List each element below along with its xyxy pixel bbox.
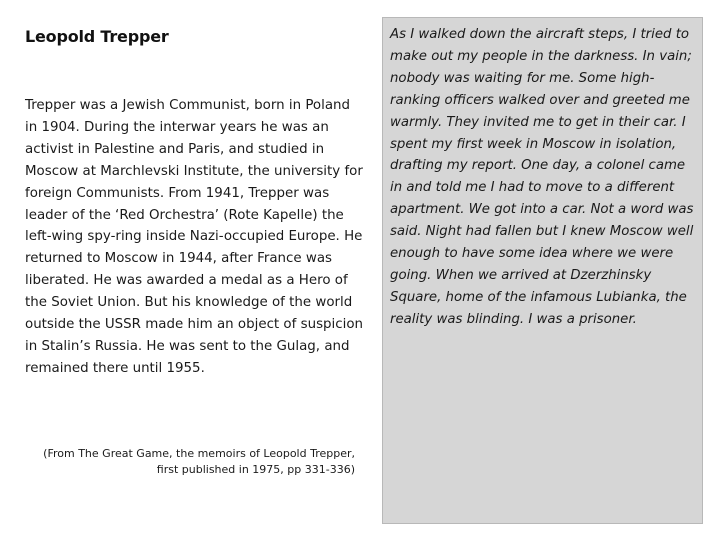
source-citation: (From The Great Game, the memoirs of Leopold Trepper, first published in 1975, pp 331-336): [43, 447, 355, 476]
biography-text: Trepper was a Jewish Communist, born in Poland in 1904. During the interwar years he was an activist in Palestine and Paris, and studied in Moscow at Marchlevski Institute, the university for foreign Communists. From 1941, Trepper was leader of the ‘Red Orchestra’ (Rote Kapelle) the left-wing spy-ring inside Nazi-occupied Europe. He returned to Moscow in 1944, after France was liberated. He was awarded a medal as a Hero of the Soviet Union. But his knowledge of the world outside the USSR made him an object of suspicion in Stalin’s Russia. He was sent to the Gulag, and remained there until 1955.: [25, 98, 364, 376]
quote-text: As I walked down the aircraft steps, I tried to make out my people in the darkness. In vain; nobody was waiting for me. Some high-ranking officers walked over and greeted me warmly. They invited me to get in their car. I spent my first week in Moscow in isolation, drafting my report. One day, a colonel came in and told me I had to move to a different apartment. We got into a car. Not a word was said. Night had fallen but I knew Moscow well enough to have some idea where we were going. When we arrived at Dzerzhinsky Square, home of the infamous Lubianka, the reality was blinding. I was a prisoner.: [390, 27, 694, 327]
quote-box: [382, 17, 703, 524]
page-title: Leopold Trepper: [25, 27, 169, 46]
